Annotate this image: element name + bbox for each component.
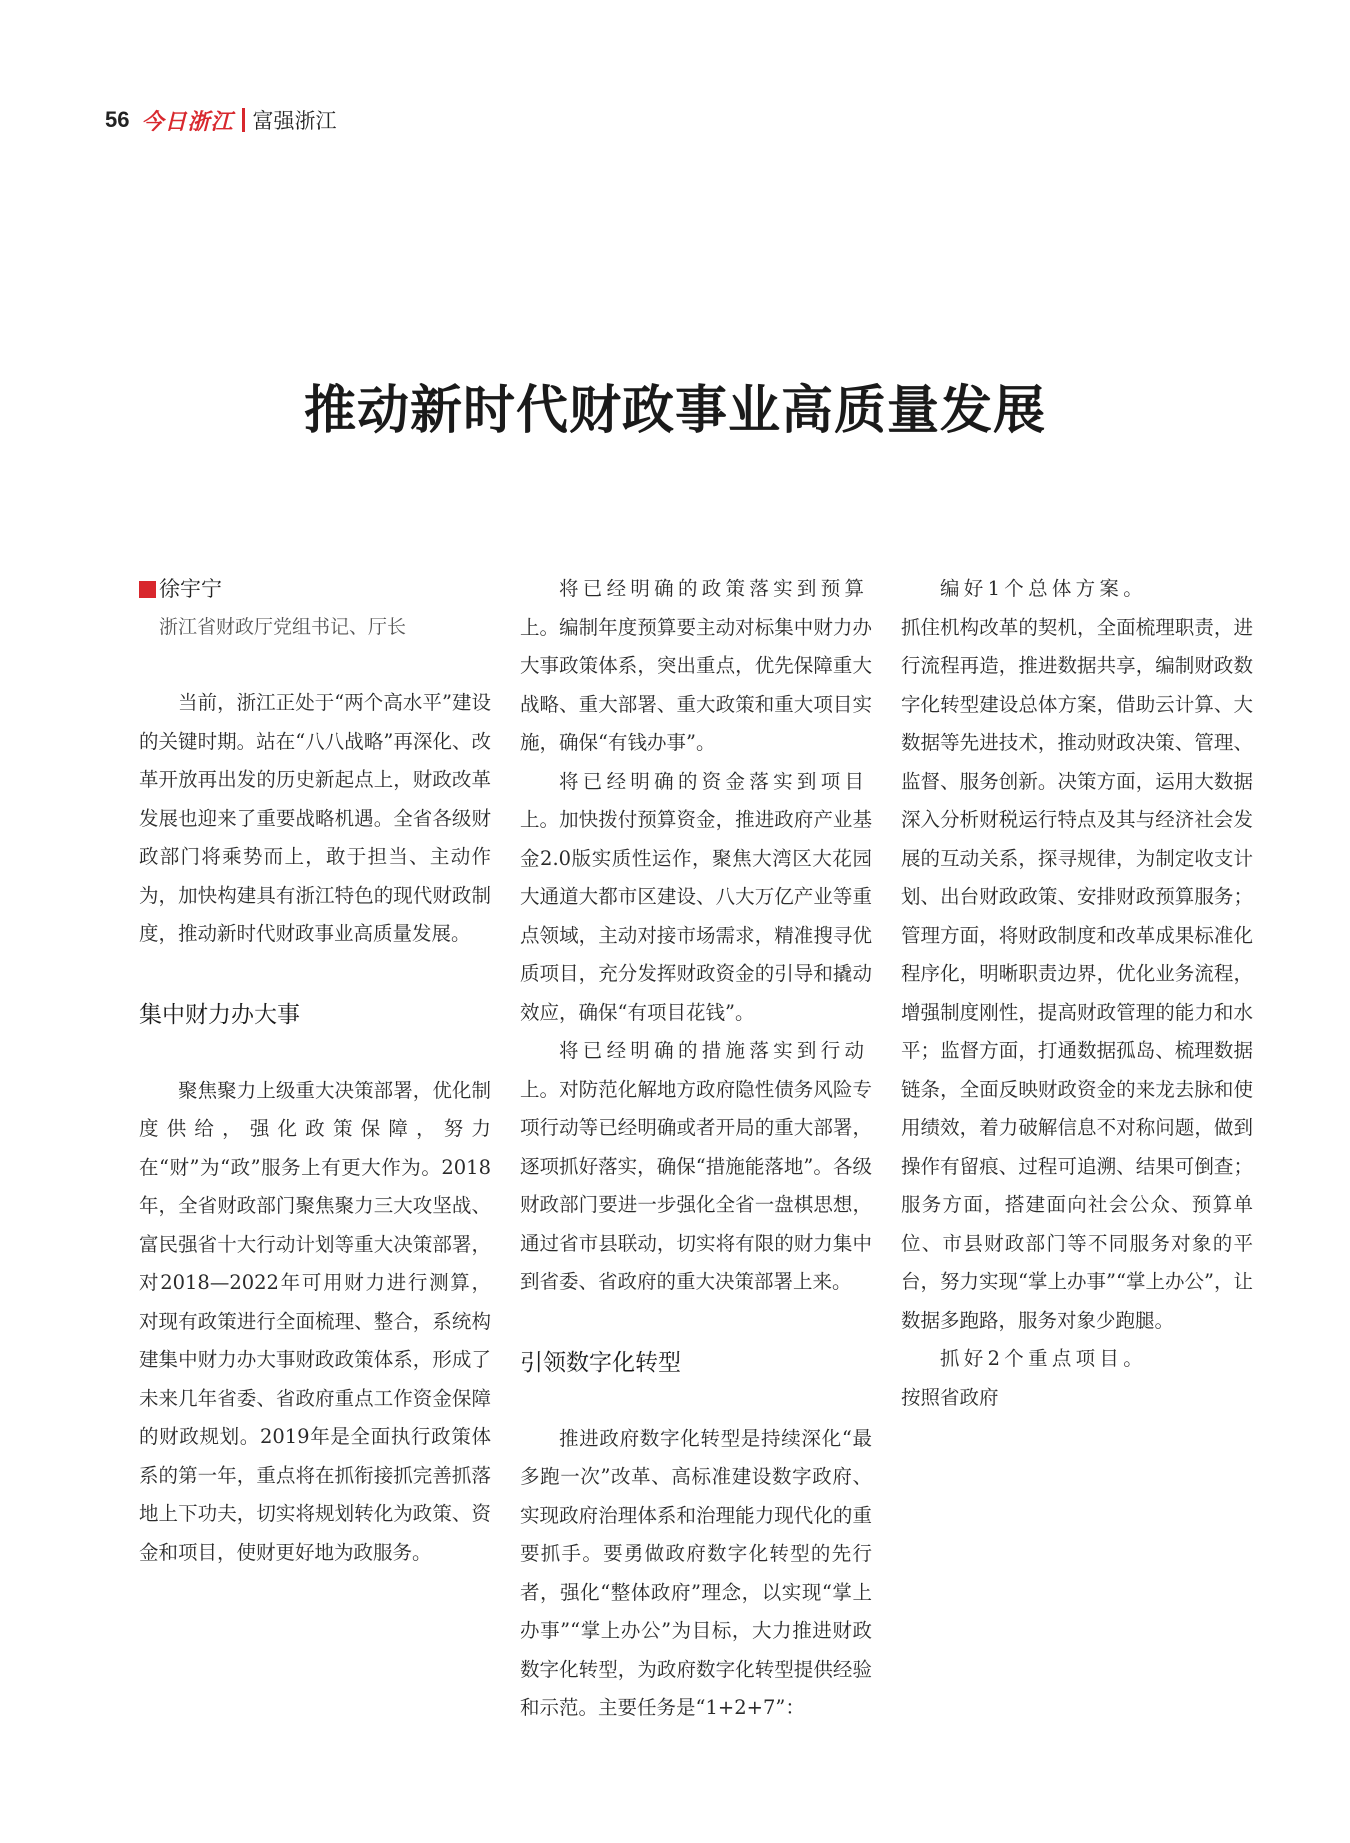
column-2 xyxy=(520,570,872,1728)
column-3 xyxy=(901,570,1253,1417)
paragraph-7: 按照省政府 xyxy=(901,1385,999,1409)
page-number: 56 xyxy=(105,107,130,132)
paragraph-3: 上。加快拨付预算资金，推进政府产业基金2.0版实质性运作，聚焦大湾区大花园大通道大都市区建设、八大万亿产业等重点领域，主动对接市场需求，精准搜寻优质项目，充分发挥财政资金的引导和撬动效应，确保“有项目花钱”。 xyxy=(520,808,872,1024)
paragraph-4: 上。对防范化解地方政府隐性债务风险专项行动等已经明确或者开局的重大部署，逐项抓好落实，确保“措施能落地”。各级财政部门要进一步强化全省一盘棋思想，通过省市县联动，切实将有限的财力集中到省委、省政府的重大决策部署上来。 xyxy=(520,1077,872,1293)
section-name: 富强浙江 xyxy=(252,109,337,133)
paragraph-6-lead: 编好1个总体方案。 xyxy=(940,577,1148,600)
paragraph-6: 抓住机构改革的契机，全面梳理职责，进行流程再造，推进数据共享，编制财政数字化转型建设总体方案，借助云计算、大数据等先进技术，推动财政决策、管理、监督、服务创新。决策方面，运用大数据深入分析财税运行特点及其与经济社会发展的互动关系，探寻规律，为制定收支计划、出台财政政策、安排财政预算服务；管理方面，将财政制度和改革成果标准化程序化，明晰职责边界，优化业务流程，增强制度刚性，提高财政管理的能力和水平；监督方面，打通数据孤岛、梳理数据链条，全面反映财政资金的来龙去脉和使用绩效，着力破解信息不对称问题，做到操作有留痕、过程可追溯、结果可倒查；服务方面，搭建面向社会公众、预算单位、市县财政部门等不同服务对象的平台，努力实现“掌上办事”“掌上办公”，让数据多跑路，服务对象少跑腿。 xyxy=(901,615,1253,1332)
paragraph-1: 聚焦聚力上级重大决策部署，优化制度供给，强化政策保障，努力在“财”为“政”服务上有更大作为。2018年，全省财政部门聚焦聚力三大攻坚战、富民强省十大行动计划等重大决策部署，对2018—2022年可用财力进行测算，对现有政策进行全面梳理、整合，系统构建集中财力办大事财政政策体系，形成了未来几年省委、省政府重点工作资金保障的财政规划。2019年是全面执行政策体系的第一年，重点将在抓衔接抓完善抓落地上下功夫，切实将规划转化为政策、资金和项目，使财更好地为政服务。 xyxy=(139,1078,491,1564)
magazine-logo: 今日浙江 xyxy=(141,108,234,135)
page-header xyxy=(105,105,337,135)
intro-paragraph: 当前，浙江正处于“两个高水平”建设的关键时期。站在“八八战略”再深化、改革开放再出发的历史新起点上，财政改革发展也迎来了重要战略机遇。全省各级财政部门将乘势而上，敢于担当、主动作为，加快构建具有浙江特色的现代财政制度，推动新时代财政事业高质量发展。 xyxy=(139,691,491,945)
author-name: 徐宇宁 xyxy=(159,576,222,601)
author-title: 浙江省财政厅党组书记、厅长 xyxy=(159,616,407,638)
section-heading-1: 集中财力办大事 xyxy=(139,1001,300,1028)
paragraph-7-lead: 抓好2个重点项目。 xyxy=(940,1347,1148,1370)
paragraph-4-lead: 将已经明确的措施落实到行动 xyxy=(559,1039,869,1062)
paragraph-2-lead: 将已经明确的政策落实到预算 xyxy=(559,577,869,600)
author-line xyxy=(139,570,491,608)
column-1 xyxy=(139,570,491,1572)
paragraph-2: 上。编制年度预算要主动对标集中财力办大事政策体系，突出重点，优先保障重大战略、重大部署、重大政策和重大项目实施，确保“有钱办事”。 xyxy=(520,615,872,754)
paragraph-3-lead: 将已经明确的资金落实到项目 xyxy=(559,769,869,793)
paragraph-5: 推进政府数字化转型是持续深化“最多跑一次”改革、高标准建设数字政府、实现政府治理体系和治理能力现代化的重要抓手。要勇做政府数字化转型的先行者，强化“整体政府”理念，以实现“掌上办事”“掌上办公”为目标，大力推进财政数字化转型，为政府数字化转型提供经验和示范。主要任务是“1+2+7”： xyxy=(520,1426,872,1719)
header-separator xyxy=(242,108,245,132)
article-title: 推动新时代财政事业高质量发展 xyxy=(303,380,1046,441)
author-marker-icon xyxy=(139,581,156,598)
section-heading-2: 引领数字化转型 xyxy=(520,1349,681,1376)
